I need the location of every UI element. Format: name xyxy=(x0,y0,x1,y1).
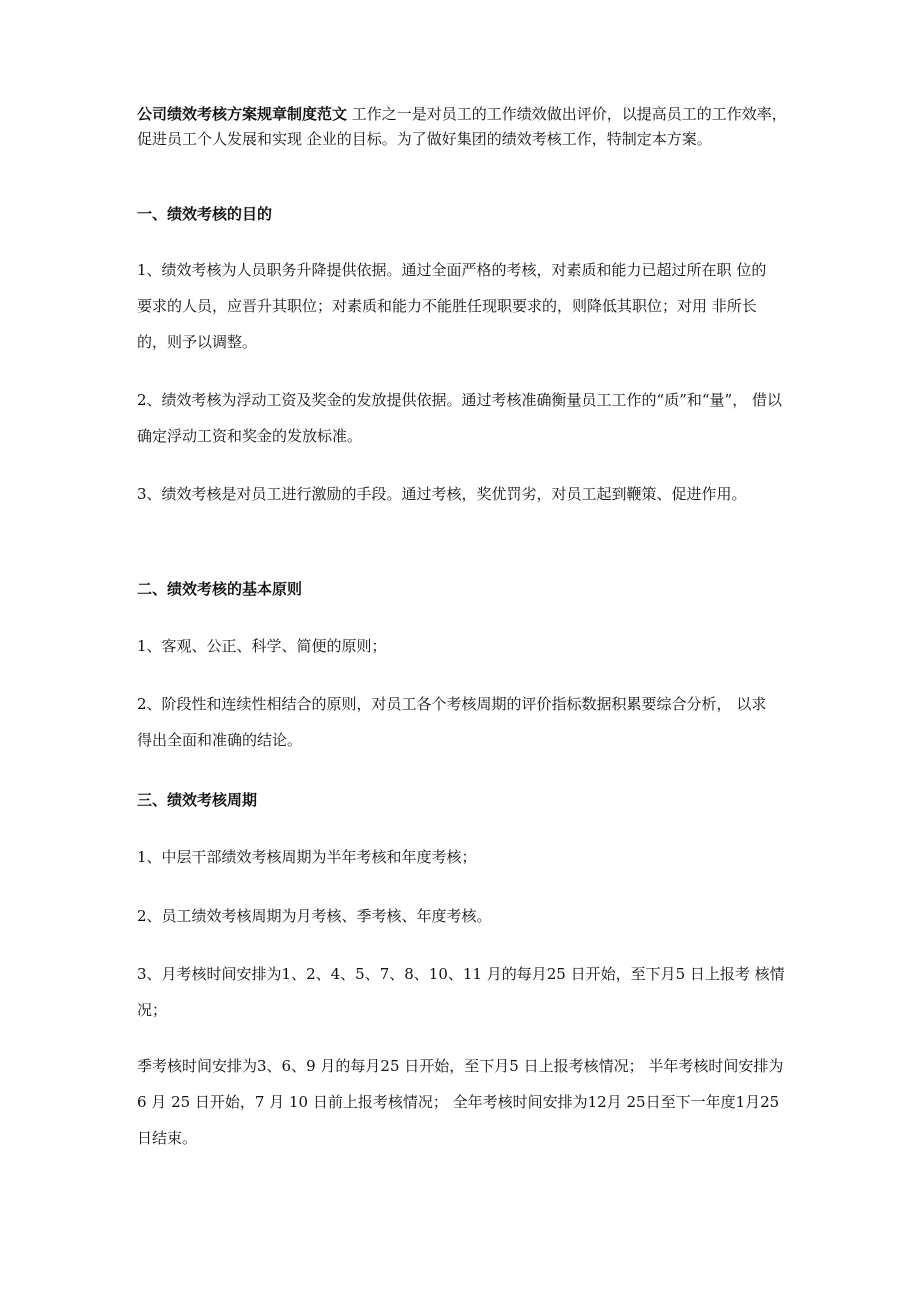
principles-item-2: 2、阶段性和连续性相结合的原则，对员工各个考核周期的评价指标数据积累要综合分析， 以求得出全面和准确的结论。 xyxy=(137,695,767,749)
section-heading-principles: 二、绩效考核的基本原则 xyxy=(137,580,303,598)
intro-paragraph xyxy=(137,102,787,152)
cycle-item-4: 季考核时间安排为3、6、9 月的每月25 日开始，至下月5 日上报考核情况； 半年考核时间安排为6 月 25 日开始，7 月 10 日前上报考核情况； 全年考核时间安排为12月 25日至下一年度1月25日结束。 xyxy=(137,1057,784,1147)
cycle-item-1: 1、中层干部绩效考核周期为半年考核和年度考核； xyxy=(137,848,477,866)
document-title: 公司绩效考核方案规章制度范文 xyxy=(137,105,348,123)
section-heading-cycle: 三、绩效考核周期 xyxy=(137,791,258,809)
cycle-item-2: 2、员工绩效考核周期为月考核、季考核、年度考核。 xyxy=(137,907,492,925)
purpose-item-3: 3、绩效考核是对员工进行激励的手段。通过考核，奖优罚劣，对员工起到鞭策、促进作用。 xyxy=(137,485,747,503)
purpose-item-2: 2、绩效考核为浮动工资及奖金的发放提供依据。通过考核准确衡量员工工作的“质”和“量”， 借以确定浮动工资和奖金的发放标准。 xyxy=(137,391,782,445)
cycle-item-3: 3、月考核时间安排为1、2、4、5、7、8、10、11 月的每月25 日开始，至下月5 日上报考 核情况； xyxy=(137,965,785,1019)
intro-text: 工作之一是对员工的工作绩效做出评价，以提高员工的工作效率，促进员工个人发展和实现 企业的目标。为了做好集团的绩效考核工作，特制定本方案。 xyxy=(137,105,787,148)
purpose-item-1: 1、绩效考核为人员职务升降提供依据。通过全面严格的考核，对素质和能力已超过所在职 位的要求的人员，应晋升其职位；对素质和能力不能胜任现职要求的，则降低其职位；对用 非所长的，则予以调整。 xyxy=(137,261,767,351)
section-heading-purpose: 一、绩效考核的目的 xyxy=(137,205,273,223)
principles-item-1: 1、客观、公正、科学、简便的原则； xyxy=(137,637,387,655)
